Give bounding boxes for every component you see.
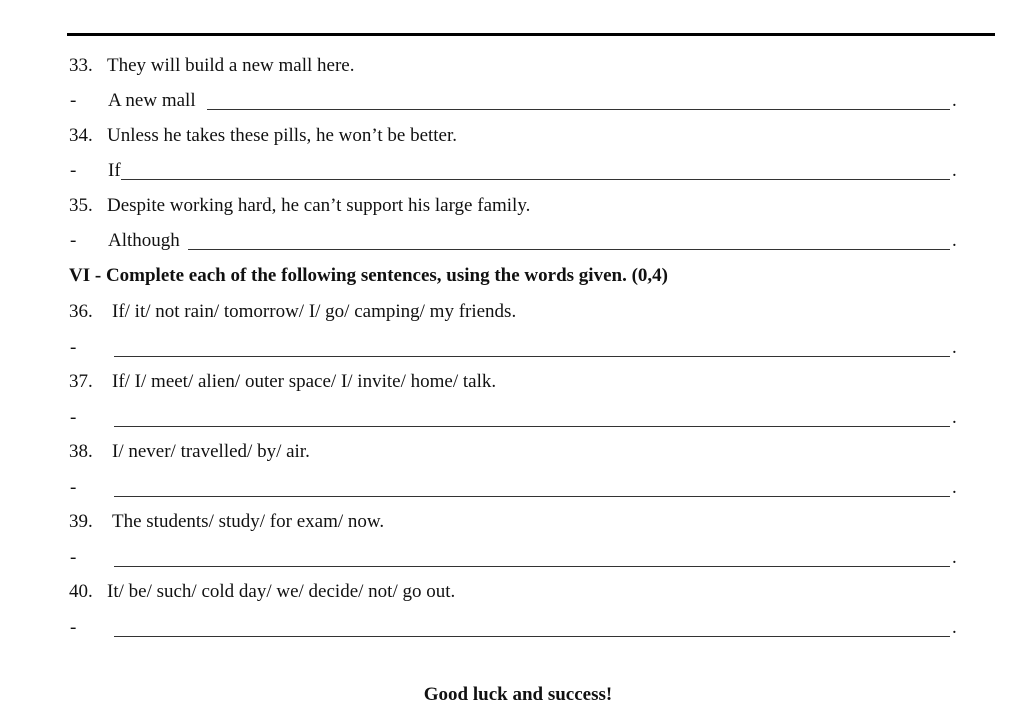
question-text: It/ be/ such/ cold day/ we/ decide/ not/ go out.: [107, 581, 456, 602]
dash-marker: -: [70, 407, 77, 428]
dash-marker: -: [70, 547, 77, 568]
question-number: 40.: [69, 581, 93, 602]
question-text: If/ I/ meet/ alien/ outer space/ I/ invite/ home/ talk.: [112, 371, 497, 392]
dash-marker: -: [70, 90, 77, 111]
section-heading: VI - Complete each of the following sentences, using the words given. (0,4): [69, 265, 668, 286]
answer-period: .: [952, 477, 957, 498]
question-number: 33.: [69, 55, 93, 76]
answer-blank-38[interactable]: [114, 496, 950, 497]
question-number: 36.: [69, 301, 93, 322]
question-text: I/ never/ travelled/ by/ air.: [112, 441, 310, 462]
answer-period: .: [952, 547, 957, 568]
answer-period: .: [952, 230, 957, 251]
question-number: 37.: [69, 371, 93, 392]
answer-blank-37[interactable]: [114, 426, 950, 427]
answer-blank-39[interactable]: [114, 566, 950, 567]
answer-lead: A new mall: [108, 90, 196, 111]
answer-blank-36[interactable]: [114, 356, 950, 357]
dash-marker: -: [70, 337, 77, 358]
answer-blank-40[interactable]: [114, 636, 950, 637]
closing-message: Good luck and success!: [423, 684, 613, 705]
answer-lead: If: [108, 160, 121, 181]
question-text: Despite working hard, he can’t support his large family.: [107, 195, 531, 216]
question-number: 35.: [69, 195, 93, 216]
answer-blank-34[interactable]: [121, 179, 950, 180]
dash-marker: -: [70, 160, 77, 181]
question-number: 38.: [69, 441, 93, 462]
question-text: Unless he takes these pills, he won’t be better.: [107, 125, 458, 146]
answer-period: .: [952, 160, 957, 181]
answer-period: .: [952, 617, 957, 638]
question-text: If/ it/ not rain/ tomorrow/ I/ go/ camping/ my friends.: [112, 301, 517, 322]
dash-marker: -: [70, 230, 77, 251]
answer-blank-35[interactable]: [188, 249, 950, 250]
question-text: The students/ study/ for exam/ now.: [112, 511, 385, 532]
question-number: 34.: [69, 125, 93, 146]
answer-period: .: [952, 90, 957, 111]
answer-lead: Although: [108, 230, 180, 251]
answer-period: .: [952, 337, 957, 358]
dash-marker: -: [70, 477, 77, 498]
top-rule: [67, 33, 995, 36]
answer-blank-33[interactable]: [207, 109, 950, 110]
answer-period: .: [952, 407, 957, 428]
question-number: 39.: [69, 511, 93, 532]
dash-marker: -: [70, 617, 77, 638]
question-text: They will build a new mall here.: [107, 55, 355, 76]
